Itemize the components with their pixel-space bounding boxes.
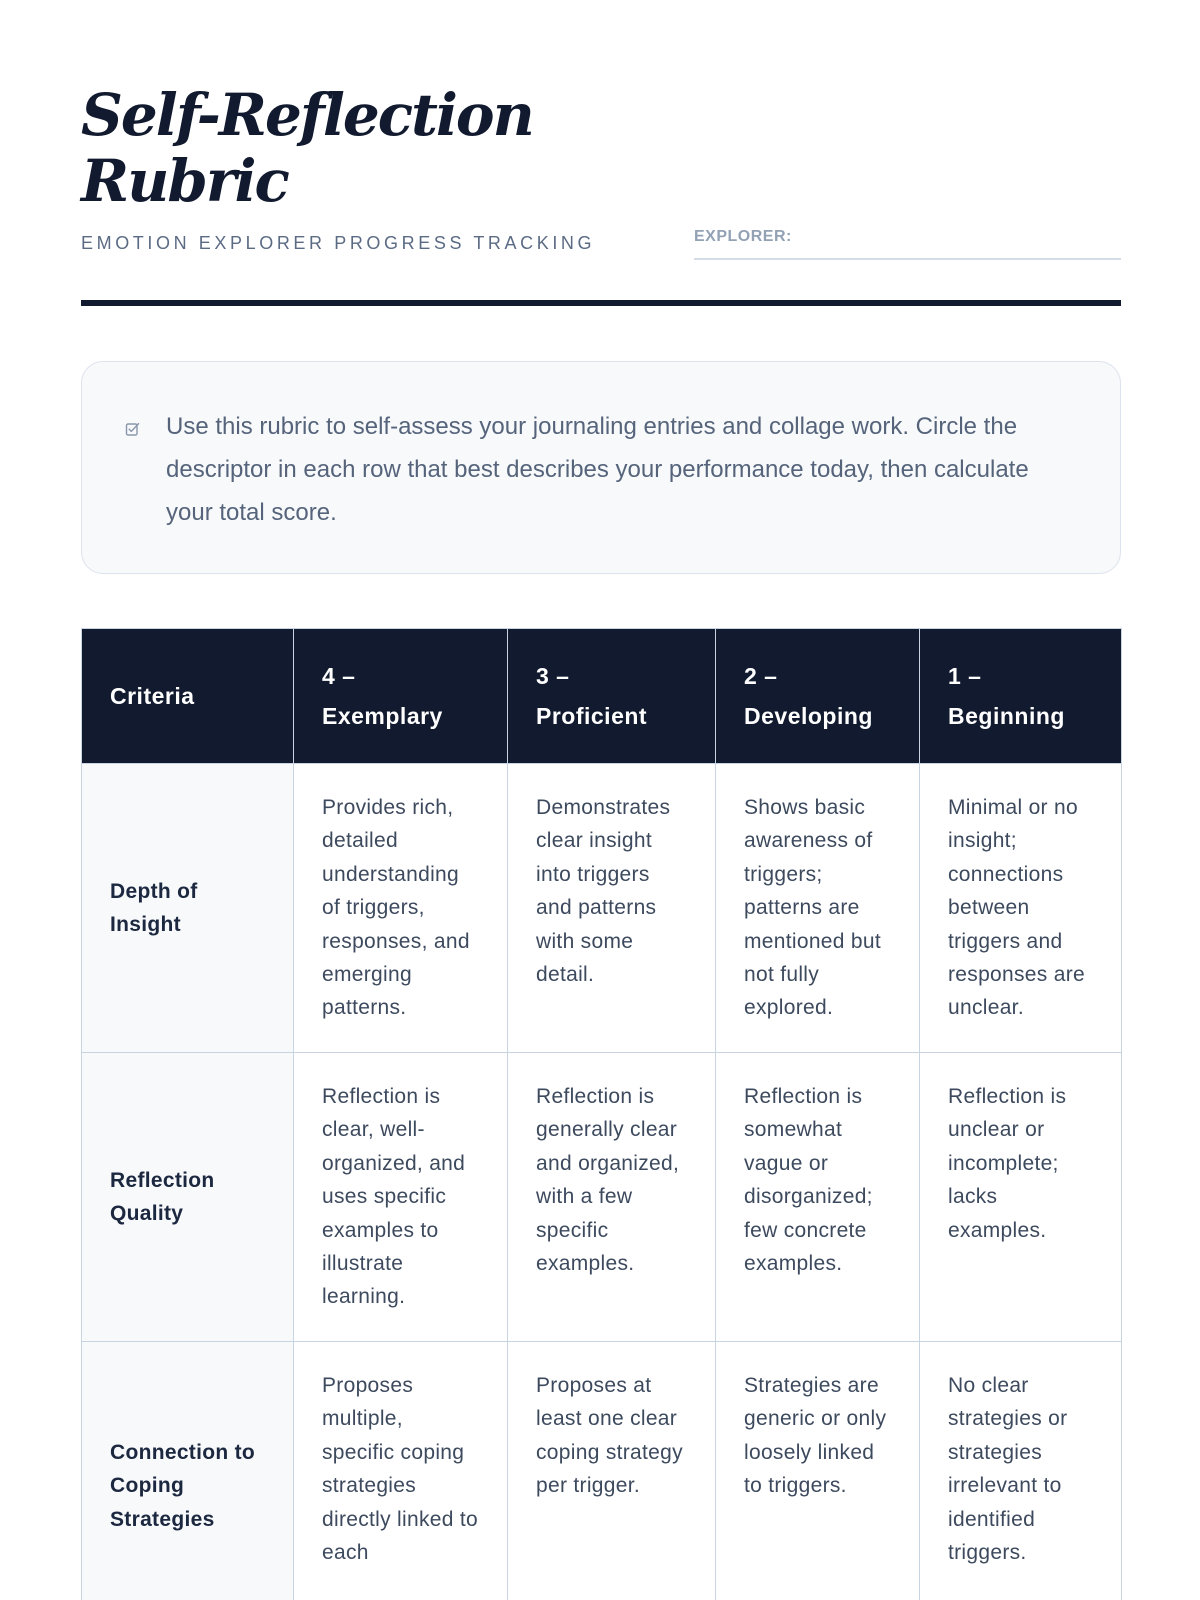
- header-level-4-number: 4 –: [322, 663, 356, 689]
- descriptor-level-4[interactable]: Provides rich, detailed understanding of triggers, responses, and emerging patterns.: [294, 764, 508, 1053]
- descriptor-level-3[interactable]: Demonstrates clear insight into triggers and patterns with some detail.: [508, 764, 716, 1053]
- descriptor-level-3[interactable]: Reflection is generally clear and organized, with a few specific examples.: [508, 1053, 716, 1342]
- descriptor-level-2[interactable]: Shows basic awareness of triggers; patterns are mentioned but not fully explored.: [716, 764, 920, 1053]
- header-level-2-number: 2 –: [744, 663, 778, 689]
- header-level-2-name: Developing: [744, 703, 873, 729]
- descriptor-level-4[interactable]: Reflection is clear, well-organized, and uses specific examples to illustrate learning.: [294, 1053, 508, 1342]
- instructions-text: Use this rubric to self-assess your journaling entries and collage work. Circle the descriptor in each row that best describes your performance today, then calculate your total score.: [166, 413, 1029, 526]
- criterion-cell: Connection to Coping Strategies: [82, 1342, 294, 1600]
- header-level-1: [920, 629, 1122, 764]
- header-criteria: [82, 629, 294, 764]
- instructions-panel: [81, 361, 1121, 574]
- header-level-3: [508, 629, 716, 764]
- table-row: [82, 1053, 1122, 1342]
- title-line-1: Self-Reflection: [81, 81, 533, 149]
- header-level-4-name: Exemplary: [322, 703, 443, 729]
- header-level-2: [716, 629, 920, 764]
- checkbox-edit-icon: [125, 421, 141, 437]
- criterion-cell: Depth of Insight: [82, 764, 294, 1053]
- page-header: [81, 0, 1121, 308]
- descriptor-level-1[interactable]: Reflection is unclear or incomplete; lacks examples.: [920, 1053, 1122, 1342]
- criterion-cell: Reflection Quality: [82, 1053, 294, 1342]
- descriptor-level-1[interactable]: Minimal or no insight; connections between triggers and responses are unclear.: [920, 764, 1122, 1053]
- table-row: [82, 1342, 1122, 1600]
- table-header-row: [82, 629, 1122, 764]
- header-level-3-number: 3 –: [536, 663, 570, 689]
- descriptor-level-2[interactable]: Reflection is somewhat vague or disorganized; few concrete examples.: [716, 1053, 920, 1342]
- explorer-label: EXPLORER:: [694, 228, 792, 245]
- header-divider: [81, 300, 1121, 306]
- header-criteria-label: Criteria: [110, 683, 195, 709]
- page-subtitle: EMOTION EXPLORER PROGRESS TRACKING: [81, 233, 596, 253]
- header-level-3-name: Proficient: [536, 703, 648, 729]
- descriptor-level-1[interactable]: No clear strategies or strategies irrelevant to identified triggers.: [920, 1342, 1122, 1600]
- table-row: [82, 764, 1122, 1053]
- header-level-1-name: Beginning: [948, 703, 1065, 729]
- title-line-2: Rubric: [81, 147, 288, 215]
- descriptor-level-3[interactable]: Proposes at least one clear coping strategy per trigger.: [508, 1342, 716, 1600]
- descriptor-level-4[interactable]: Proposes multiple, specific coping strategies directly linked to each: [294, 1342, 508, 1600]
- descriptor-level-2[interactable]: Strategies are generic or only loosely linked to triggers.: [716, 1342, 920, 1600]
- explorer-name-field[interactable]: [694, 228, 1121, 260]
- page-title: [81, 82, 641, 214]
- rubric-page: [81, 0, 1121, 1565]
- header-level-4: [294, 629, 508, 764]
- rubric-table: [81, 628, 1122, 1600]
- header-level-1-number: 1 –: [948, 663, 982, 689]
